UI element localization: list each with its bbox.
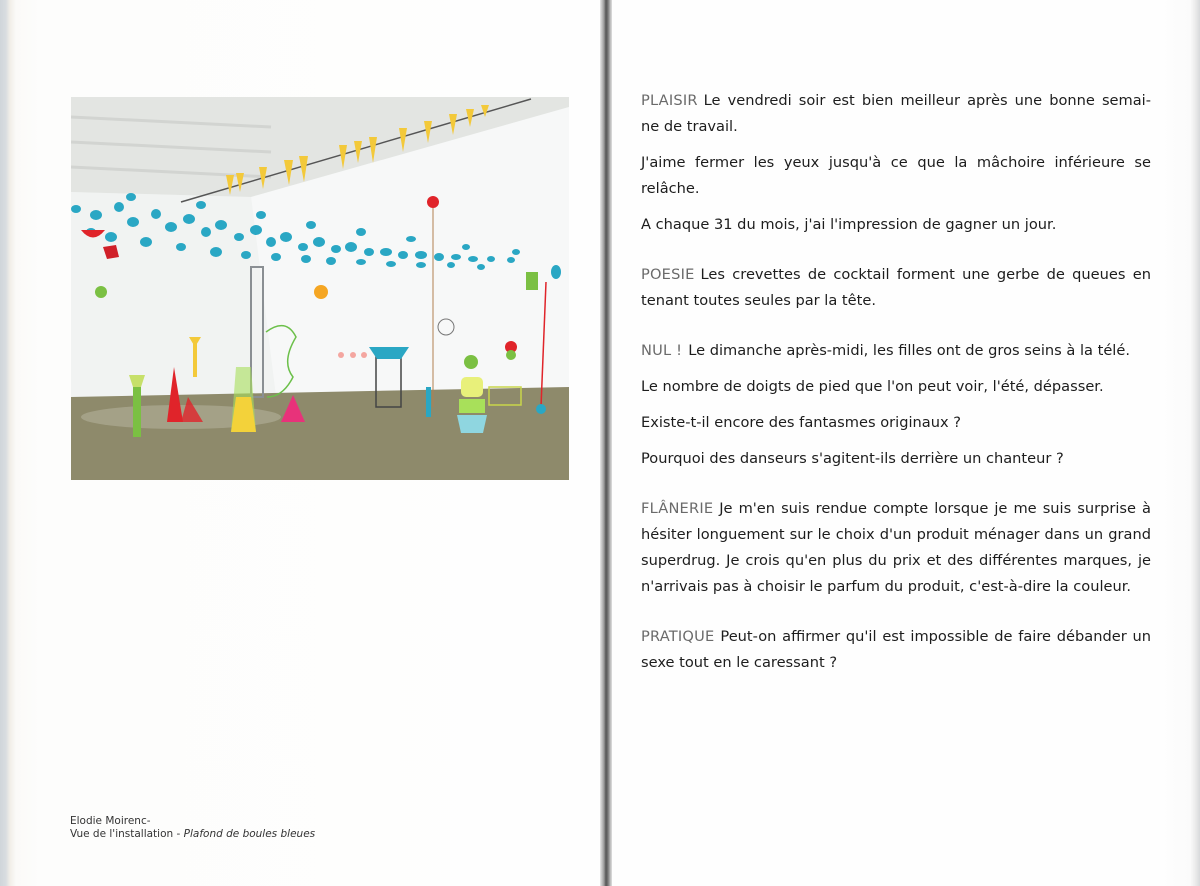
paragraph-plaisir — [641, 88, 1151, 140]
caption-work — [70, 828, 315, 841]
paragraph-text: A chaque 31 du mois, j'ai l'impression de gagner un jour. — [641, 216, 1057, 233]
paragraph-text: Les crevettes de cocktail forment une gerbe de queues en tenant toutes seules par la tête. — [641, 266, 1151, 309]
section-label: FLÂNERIE — [641, 500, 714, 517]
paragraph — [641, 212, 1151, 238]
section-label: PRATIQUE — [641, 628, 715, 645]
paragraph-text: Le dimanche après-midi, les filles ont de gros seins à la télé. — [688, 342, 1130, 359]
paragraph-text: Existe-t-il encore des fantasmes originaux ? — [641, 414, 961, 431]
installation-photo-illustration — [71, 97, 569, 480]
caption-prefix: Vue de l'installation - — [70, 828, 184, 840]
photo-caption — [70, 815, 315, 841]
paragraph-text: Le nombre de doigts de pied que l'on peut voir, l'été, dépasser. — [641, 378, 1104, 395]
section-label: NUL ! — [641, 342, 683, 359]
paragraph-text: J'aime fermer les yeux jusqu'à ce que la mâchoire inférieure se relâche. — [641, 154, 1151, 197]
paragraph — [641, 410, 1151, 436]
paragraph — [641, 374, 1151, 400]
paragraph — [641, 446, 1151, 472]
section-label: PLAISIR — [641, 92, 698, 109]
paragraph-poesie — [641, 262, 1151, 314]
caption-artist: Elodie Moirenc- — [70, 815, 151, 827]
paragraph-nul — [641, 338, 1151, 364]
paragraph-flanerie — [641, 496, 1151, 600]
paragraph-text: Peut-on affirmer qu'il est impossible de faire débander un sexe tout en le caressant ? — [641, 628, 1151, 671]
paragraph-text: Je m'en suis rendue compte lorsque je me suis surprise à hésiter longuement sur le choix d'un produit ménager dans un grand superdrug. Je crois qu'en plus du prix et des différentes marques, je n'arrivais pas à choisir le parfum du produit, c'est-à-dire la couleur. — [641, 500, 1151, 595]
paragraph-text: Le vendredi soir est bien meilleur après une bonne semai- ne de travail. — [641, 92, 1151, 135]
caption-title: Plafond de boules bleues — [183, 828, 316, 840]
section-label: POESIE — [641, 266, 695, 283]
right-page-text — [641, 88, 1151, 686]
paragraph-text: Pourquoi des danseurs s'agitent-ils derrière un chanteur ? — [641, 450, 1064, 467]
installation-photo — [71, 97, 569, 480]
paragraph — [641, 150, 1151, 202]
paragraph-pratique — [641, 624, 1151, 676]
